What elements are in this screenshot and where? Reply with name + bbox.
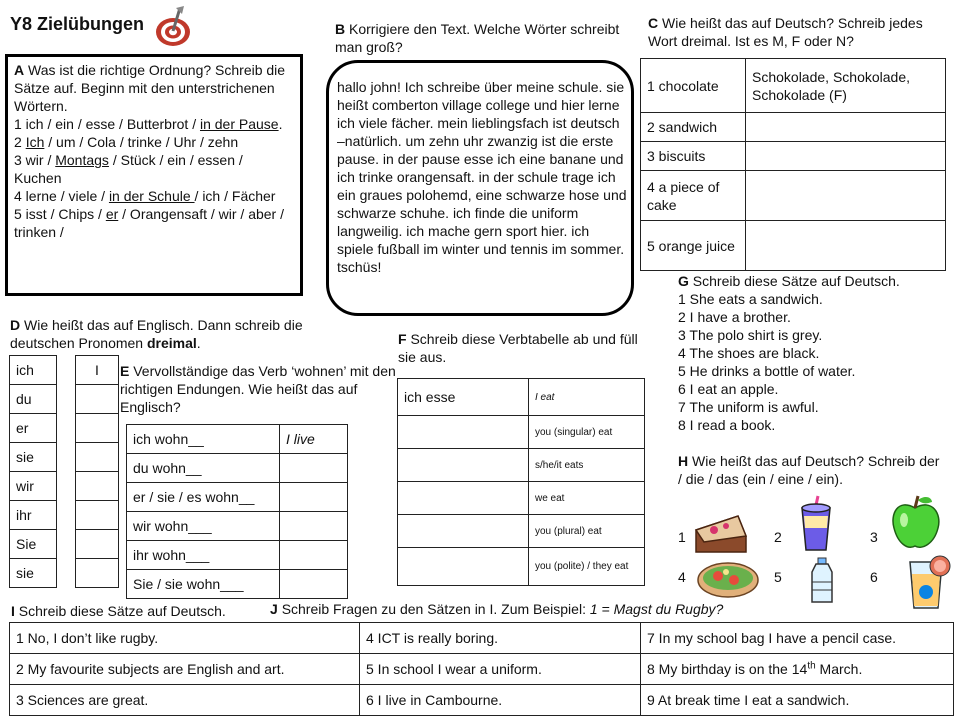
e-en-1: I live bbox=[280, 425, 348, 454]
h-number-3: 3 bbox=[870, 529, 878, 545]
page-title: Y8 Zielübungen bbox=[10, 14, 145, 34]
e-de-6: Sie / sie wohn___ bbox=[127, 570, 280, 599]
water-bottle-icon bbox=[808, 556, 836, 609]
f-en-3: s/he/it eats bbox=[529, 449, 645, 482]
d-pronoun-4: sie bbox=[10, 443, 57, 472]
i-cell-1: 1 No, I don’t like rugby. bbox=[10, 623, 360, 654]
d-pronoun-6: ihr bbox=[10, 501, 57, 530]
d-pronoun-2: du bbox=[10, 385, 57, 414]
section-e-header: E Vervollständige das Verb ‘wohnen’ mit den richtigen Endungen. Wie heißt das auf Englisch? bbox=[120, 363, 396, 415]
d-english-2 bbox=[76, 385, 119, 414]
i-cell-5: 5 In school I wear a uniform. bbox=[360, 654, 641, 685]
i-cell-2: 2 My favourite subjects are English and art. bbox=[10, 654, 360, 685]
f-de-3 bbox=[398, 449, 529, 482]
f-de-2 bbox=[398, 416, 529, 449]
g-item-8: 8 I read a book. bbox=[678, 417, 776, 433]
f-en-1: I eat bbox=[529, 379, 645, 416]
c-de-2 bbox=[746, 113, 946, 142]
g-item-4: 4 The shoes are black. bbox=[678, 345, 820, 361]
i-cell-4: 4 ICT is really boring. bbox=[360, 623, 641, 654]
section-f-table bbox=[397, 378, 645, 586]
h-number-2: 2 bbox=[774, 529, 782, 545]
c-de-5 bbox=[746, 221, 946, 271]
d-pronoun-7: Sie bbox=[10, 530, 57, 559]
f-en-5: you (plural) eat bbox=[529, 515, 645, 548]
g-item-7: 7 The uniform is awful. bbox=[678, 399, 819, 415]
d-english-3 bbox=[76, 414, 119, 443]
g-item-6: 6 I eat an apple. bbox=[678, 381, 779, 397]
target-icon bbox=[152, 4, 198, 48]
g-item-2: 2 I have a brother. bbox=[678, 309, 791, 325]
f-en-6: you (polite) / they eat bbox=[529, 548, 645, 586]
d-english-5 bbox=[76, 472, 119, 501]
e-de-1: ich wohn__ bbox=[127, 425, 280, 454]
section-f-header: F Schreib diese Verbtabelle ab und füll sie aus. bbox=[398, 331, 638, 365]
c-en-2: 2 sandwich bbox=[641, 113, 746, 142]
d-pronoun-3: er bbox=[10, 414, 57, 443]
d-english-8 bbox=[76, 559, 119, 588]
i-cell-6: 6 I live in Cambourne. bbox=[360, 685, 641, 716]
h-number-5: 5 bbox=[774, 569, 782, 585]
apple-icon bbox=[888, 494, 942, 557]
c-en-3: 3 biscuits bbox=[641, 142, 746, 171]
f-de-5 bbox=[398, 515, 529, 548]
h-number-4: 4 bbox=[678, 569, 686, 585]
e-en-5 bbox=[280, 541, 348, 570]
d-pronoun-8: sie bbox=[10, 559, 57, 588]
d-english-4 bbox=[76, 443, 119, 472]
section-a-box bbox=[5, 54, 303, 296]
drink-can-icon bbox=[794, 494, 838, 559]
f-de-4 bbox=[398, 482, 529, 515]
section-j-header: J Schreib Fragen zu den Sätzen in I. Zum Beispiel: 1 = Magst du Rugby? bbox=[270, 601, 724, 617]
section-a-line-3: 3 wir / Montags / Stück / ein / essen / Kuchen bbox=[14, 152, 243, 186]
section-a-line-1: 1 ich / ein / esse / Butterbrot / in der Pause. bbox=[14, 116, 283, 132]
c-de-1: Schokolade, Schokolade, Schokolade (F) bbox=[746, 59, 946, 113]
e-de-5: ihr wohn___ bbox=[127, 541, 280, 570]
c-en-5: 5 orange juice bbox=[641, 221, 746, 271]
section-c-header: C Wie heißt das auf Deutsch? Schreib jedes Wort dreimal. Ist es M, F oder N? bbox=[648, 15, 923, 49]
e-en-4 bbox=[280, 512, 348, 541]
d-pronoun-5: wir bbox=[10, 472, 57, 501]
f-de-1: ich esse bbox=[398, 379, 529, 416]
section-b-header: B Korrigiere den Text. Welche Wörter schreibt man groß? bbox=[335, 21, 620, 55]
section-a-line-5: 5 isst / Chips / er / Orangensaft / wir / aber / trinken / bbox=[14, 206, 285, 240]
i-cell-8: 8 My birthday is on the 14th March. bbox=[641, 654, 954, 685]
cake-icon bbox=[692, 508, 750, 563]
e-de-2: du wohn__ bbox=[127, 454, 280, 483]
section-i-table bbox=[9, 622, 954, 716]
section-g-header: G Schreib diese Sätze auf Deutsch. bbox=[678, 273, 900, 289]
g-item-1: 1 She eats a sandwich. bbox=[678, 291, 823, 307]
section-i-header: I Schreib diese Sätze auf Deutsch. bbox=[11, 603, 226, 619]
h-number-1: 1 bbox=[678, 529, 686, 545]
c-de-4 bbox=[746, 171, 946, 221]
h-number-6: 6 bbox=[870, 569, 878, 585]
section-d-pronoun-table bbox=[9, 355, 57, 588]
e-en-3 bbox=[280, 483, 348, 512]
c-de-3 bbox=[746, 142, 946, 171]
e-de-3: er / sie / es wohn__ bbox=[127, 483, 280, 512]
f-en-4: we eat bbox=[529, 482, 645, 515]
c-en-1: 1 chocolate bbox=[641, 59, 746, 113]
e-en-6 bbox=[280, 570, 348, 599]
orange-juice-icon bbox=[904, 552, 954, 619]
g-item-5: 5 He drinks a bottle of water. bbox=[678, 363, 856, 379]
section-b-text: hallo john! Ich schreibe über meine schule. sie heißt comberton village college und hier lerne ich viele fächer. mein lieblingsfach ist deutsch –natürlich. um zehn uhr zwanzig ist die erste pause. in der pause esse ich eine banane und ich trinke orangensaft. in der schule trage ich ein graues polohemd, eine schwarze hose und schwarze schuhe. ich finde die uniform langweilig. ich mache gern sport hier. ich spiele fußball im winter und tennis im sommer. tschüs! bbox=[337, 79, 627, 275]
section-c-table bbox=[640, 58, 946, 271]
d-english-1: I bbox=[76, 356, 119, 385]
i-cell-3: 3 Sciences are great. bbox=[10, 685, 360, 716]
c-en-4: 4 a piece of cake bbox=[641, 171, 746, 221]
i-cell-9: 9 At break time I eat a sandwich. bbox=[641, 685, 954, 716]
section-a-header: A Was ist die richtige Ordnung? Schreib die Sätze auf. Beginn mit den unterstrichenen Wörtern. bbox=[14, 62, 286, 114]
e-de-4: wir wohn___ bbox=[127, 512, 280, 541]
g-item-3: 3 The polo shirt is grey. bbox=[678, 327, 823, 343]
section-d-header: D Wie heißt das auf Englisch. Dann schreib die deutschen Pronomen dreimal. bbox=[10, 317, 303, 351]
d-pronoun-1: ich bbox=[10, 356, 57, 385]
sandwich-icon bbox=[696, 556, 760, 605]
f-en-2: you (singular) eat bbox=[529, 416, 645, 449]
section-d-english-table bbox=[75, 355, 119, 588]
e-en-2 bbox=[280, 454, 348, 483]
section-e-table bbox=[126, 424, 348, 599]
section-g bbox=[678, 272, 948, 434]
section-a-line-4: 4 lerne / viele / in der Schule / ich / Fächer bbox=[14, 188, 276, 204]
section-h-header: H Wie heißt das auf Deutsch? Schreib der / die / das (ein / eine / ein). bbox=[678, 453, 940, 487]
f-de-6 bbox=[398, 548, 529, 586]
d-english-7 bbox=[76, 530, 119, 559]
i-cell-7: 7 In my school bag I have a pencil case. bbox=[641, 623, 954, 654]
d-english-6 bbox=[76, 501, 119, 530]
section-a-line-2: 2 Ich / um / Cola / trinke / Uhr / zehn bbox=[14, 134, 239, 150]
